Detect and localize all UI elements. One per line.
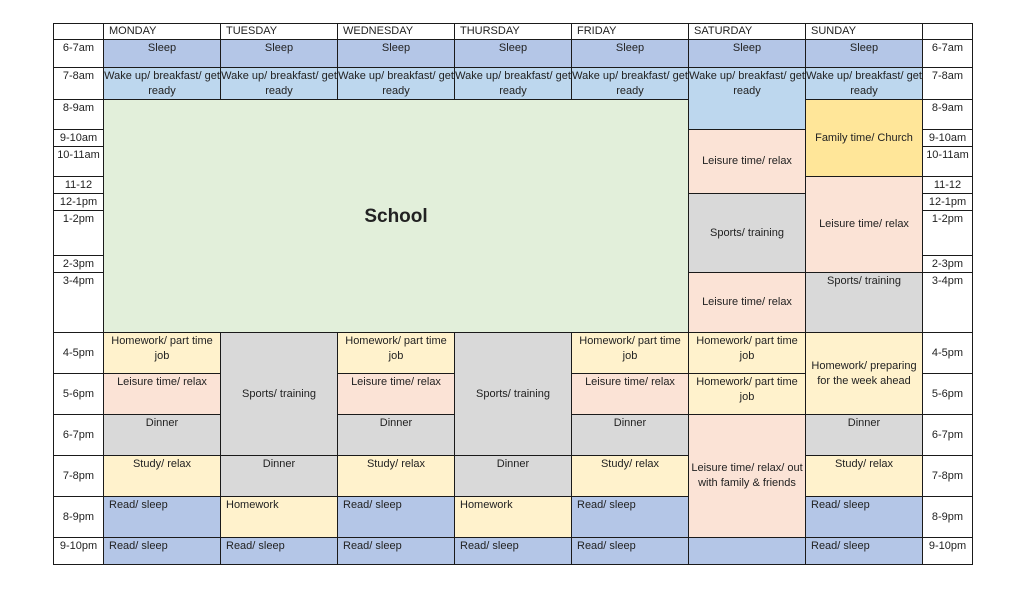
slot-sports: Sports/ training xyxy=(455,333,572,456)
time-label: 4-5pm xyxy=(54,333,104,374)
slot-dinner: Dinner xyxy=(806,415,923,456)
slot-wake-up: Wake up/ breakfast/ get ready xyxy=(338,68,455,100)
slot-leisure: Leisure time/ relax xyxy=(338,374,455,415)
slot-sports: Sports/ training xyxy=(689,194,806,273)
slot-wake-up: Wake up/ breakfast/ get ready xyxy=(455,68,572,100)
time-label: 6-7am xyxy=(54,40,104,68)
time-label: 7-8pm xyxy=(54,456,104,497)
time-label: 4-5pm xyxy=(923,333,973,374)
time-label: 7-8am xyxy=(54,68,104,100)
slot-sleep: Sleep xyxy=(338,40,455,68)
slot-dinner: Dinner xyxy=(338,415,455,456)
slot-dinner: Dinner xyxy=(221,456,338,497)
slot-read-sleep: Read/ sleep xyxy=(221,538,338,565)
time-label: 11-12 xyxy=(54,177,104,194)
time-label: 9-10am xyxy=(54,130,104,147)
time-label: 5-6pm xyxy=(923,374,973,415)
slot-homework-job: Homework/ part time job xyxy=(104,333,221,374)
slot-school: School xyxy=(104,100,689,333)
slot-leisure-out: Leisure time/ relax/ out with family & friends xyxy=(689,415,806,538)
slot-homework-job: Homework/ part time job xyxy=(338,333,455,374)
slot-homework-job: Homework/ part time job xyxy=(689,333,806,374)
time-label: 5-6pm xyxy=(54,374,104,415)
time-label: 8-9pm xyxy=(54,497,104,538)
slot-wake-up: Wake up/ breakfast/ get ready xyxy=(104,68,221,100)
slot-study: Study/ relax xyxy=(806,456,923,497)
slot-study: Study/ relax xyxy=(338,456,455,497)
time-label: 7-8pm xyxy=(923,456,973,497)
slot-read-sleep: Read/ sleep xyxy=(455,538,572,565)
time-label: 2-3pm xyxy=(54,256,104,273)
time-label: 8-9am xyxy=(54,100,104,130)
slot-sleep: Sleep xyxy=(806,40,923,68)
time-label: 6-7pm xyxy=(54,415,104,456)
day-header-thursday: THURSDAY xyxy=(455,24,572,40)
time-label: 8-9pm xyxy=(923,497,973,538)
time-label: 6-7pm xyxy=(923,415,973,456)
time-label: 10-11am xyxy=(54,147,104,177)
time-label: 3-4pm xyxy=(54,273,104,333)
time-label: 7-8am xyxy=(923,68,973,100)
slot-wake-up: Wake up/ breakfast/ get ready xyxy=(572,68,689,100)
slot-leisure: Leisure time/ relax xyxy=(104,374,221,415)
slot-sports: Sports/ training xyxy=(221,333,338,456)
slot-sleep: Sleep xyxy=(221,40,338,68)
slot-read-sleep: Read/ sleep xyxy=(806,538,923,565)
slot-read-sleep: Read/ sleep xyxy=(338,497,455,538)
slot-study: Study/ relax xyxy=(104,456,221,497)
time-label: 1-2pm xyxy=(923,211,973,256)
time-label: 12-1pm xyxy=(54,194,104,211)
day-header-monday: MONDAY xyxy=(104,24,221,40)
weekly-timetable xyxy=(53,23,973,565)
time-label: 1-2pm xyxy=(54,211,104,256)
time-label: 10-11am xyxy=(923,147,973,177)
slot-sleep: Sleep xyxy=(689,40,806,68)
time-label: 12-1pm xyxy=(923,194,973,211)
slot-homework-job: Homework/ part time job xyxy=(572,333,689,374)
slot-read-sleep: Read/ sleep xyxy=(806,497,923,538)
slot-wake-up: Wake up/ breakfast/ get ready xyxy=(806,68,923,100)
slot-dinner: Dinner xyxy=(104,415,221,456)
slot-wake-up: Wake up/ breakfast/ get ready xyxy=(689,68,806,130)
slot-sleep: Sleep xyxy=(572,40,689,68)
time-label: 3-4pm xyxy=(923,273,973,333)
day-header-sunday: SUNDAY xyxy=(806,24,923,40)
day-header-friday: FRIDAY xyxy=(572,24,689,40)
time-label: 11-12 xyxy=(923,177,973,194)
day-header-wednesday: WEDNESDAY xyxy=(338,24,455,40)
slot-homework-week: Homework/ preparing for the week ahead xyxy=(806,333,923,415)
slot-homework: Homework xyxy=(221,497,338,538)
time-label: 2-3pm xyxy=(923,256,973,273)
time-label: 9-10am xyxy=(923,130,973,147)
slot-wake-up: Wake up/ breakfast/ get ready xyxy=(221,68,338,100)
corner-cell-left xyxy=(54,24,104,40)
slot-leisure: Leisure time/ relax xyxy=(806,177,923,273)
slot-family-church: Family time/ Church xyxy=(806,100,923,177)
slot-dinner: Dinner xyxy=(455,456,572,497)
time-label: 9-10pm xyxy=(54,538,104,565)
slot-sports: Sports/ training xyxy=(806,273,923,333)
slot-read-sleep: Read/ sleep xyxy=(104,538,221,565)
slot-empty xyxy=(689,538,806,565)
slot-read-sleep: Read/ sleep xyxy=(104,497,221,538)
slot-sleep: Sleep xyxy=(455,40,572,68)
time-label: 6-7am xyxy=(923,40,973,68)
slot-read-sleep: Read/ sleep xyxy=(572,497,689,538)
slot-study: Study/ relax xyxy=(572,456,689,497)
slot-leisure: Leisure time/ relax xyxy=(689,130,806,194)
slot-read-sleep: Read/ sleep xyxy=(338,538,455,565)
day-header-saturday: SATURDAY xyxy=(689,24,806,40)
slot-sleep: Sleep xyxy=(104,40,221,68)
slot-leisure: Leisure time/ relax xyxy=(689,273,806,333)
slot-leisure: Leisure time/ relax xyxy=(572,374,689,415)
slot-read-sleep: Read/ sleep xyxy=(572,538,689,565)
day-header-tuesday: TUESDAY xyxy=(221,24,338,40)
time-label: 8-9am xyxy=(923,100,973,130)
time-label: 9-10pm xyxy=(923,538,973,565)
corner-cell-right xyxy=(923,24,973,40)
slot-homework: Homework xyxy=(455,497,572,538)
slot-dinner: Dinner xyxy=(572,415,689,456)
slot-homework-job: Homework/ part time job xyxy=(689,374,806,415)
